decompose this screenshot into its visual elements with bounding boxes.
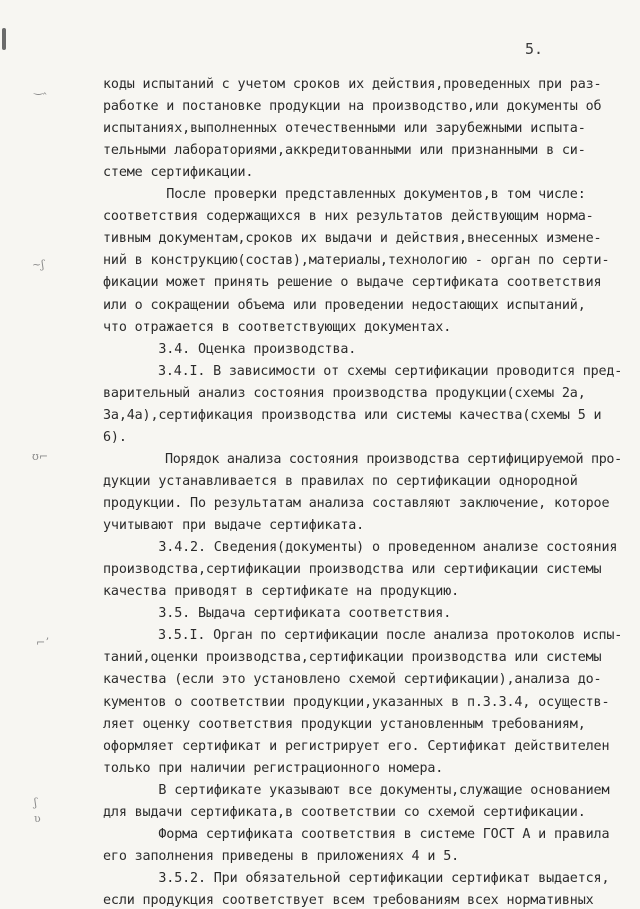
binding-mark bbox=[2, 28, 6, 50]
text-line: Порядок анализа состояния производства сертифицируемой про- bbox=[103, 452, 622, 467]
text-line: соответствия содержащихся в них результатов действующим норма- bbox=[103, 209, 594, 224]
margin-scribble: ~ʃ bbox=[32, 258, 45, 271]
text-line: 3.4.I. В зависимости от схемы сертификации проводится пред- bbox=[103, 364, 623, 379]
text-line: 3.5.2. При обязательной сертификации сертификат выдается, bbox=[103, 871, 610, 886]
page-number: 5. bbox=[525, 40, 544, 58]
text-line: работке и постановке продукции на производство,или документы об bbox=[103, 99, 602, 114]
text-line: испытаниях,выполненных отечественными или зарубежными испыта- bbox=[103, 121, 586, 136]
text-line: таний,оценки производства,сертификации производства или системы bbox=[103, 650, 602, 665]
text-line: фикации может принять решение о выдаче сертификата соответствия bbox=[103, 275, 602, 290]
section-heading: 3.5. Выдача сертификата соответствия. bbox=[103, 606, 452, 621]
text-line: для выдачи сертификата,в соответствии со схемой сертификации. bbox=[103, 805, 586, 820]
text-line: учитывают при выдаче сертификата. bbox=[103, 518, 365, 533]
text-line: ний в конструкцию(состав),материалы,технологию - орган по серти- bbox=[103, 253, 610, 268]
margin-scribble: ⌐ʼ bbox=[36, 636, 49, 649]
text-line: 6). bbox=[103, 430, 127, 445]
text-line: тивным документам,сроков их выдачи и действия,внесенных измене- bbox=[103, 231, 602, 246]
text-line: тельными лабораториями,аккредитованными или признанными в си- bbox=[103, 143, 586, 158]
text-line: что отражается в соответствующих документах. bbox=[103, 320, 452, 335]
text-line: ляет оценку соответствия продукции установленным требованиям, bbox=[103, 717, 586, 732]
text-line: В сертификате указывают все документы,служащие основанием bbox=[103, 783, 610, 798]
text-line: 3а,4а),сертификация производства или системы качества(схемы 5 и bbox=[103, 408, 602, 423]
text-line: если продукция соответствует всем требованиям всех нормативных bbox=[103, 893, 594, 908]
text-line: или о сокращении объема или проведении недостающих испытаний, bbox=[103, 298, 586, 313]
text-line: оформляет сертификат и регистрирует его. Сертификат действителен bbox=[103, 739, 610, 754]
margin-scribble: ʋ bbox=[34, 812, 41, 825]
text-line: кументов о соответствии продукции,указанных в п.3.3.4, осуществ- bbox=[103, 695, 610, 710]
text-line: качества (если это установлено схемой сертификации),анализа до- bbox=[103, 672, 602, 687]
text-line: коды испытаний с учетом сроков их действия,проведенных при раз- bbox=[103, 77, 602, 92]
text-line: его заполнения приведены в приложениях 4 и 5. bbox=[103, 849, 460, 864]
text-line: После проверки представленных документов,в том числе: bbox=[103, 187, 586, 202]
section-heading: 3.4. Оценка производства. bbox=[103, 342, 357, 357]
text-line: дукции устанавливается в правилах по сертификации однородной bbox=[103, 474, 578, 489]
text-line: 3.5.I. Орган по сертификации после анализа протоколов испы- bbox=[103, 628, 623, 643]
text-line: варительный анализ состояния производства продукции(схемы 2а, bbox=[103, 386, 586, 401]
text-line: производства,сертификации производства или сертификации системы bbox=[103, 562, 602, 577]
text-line: стеме сертификации. bbox=[103, 165, 254, 180]
margin-scribble: ʃ bbox=[34, 796, 37, 809]
margin-scribble: ‿‸ bbox=[34, 82, 47, 95]
text-line: Форма сертификата соответствия в системе ГОСТ А и правила bbox=[103, 827, 610, 842]
text-line: качества приводят в сертификате на продукцию. bbox=[103, 584, 460, 599]
margin-scribble: ʊ⌐ bbox=[32, 450, 49, 463]
text-line: только при наличии регистрационного номера. bbox=[103, 761, 444, 776]
text-line: 3.4.2. Сведения(документы) о проведенном анализе состояния bbox=[103, 540, 618, 555]
text-line: продукции. По результатам анализа составляют заключение, которое bbox=[103, 496, 610, 511]
